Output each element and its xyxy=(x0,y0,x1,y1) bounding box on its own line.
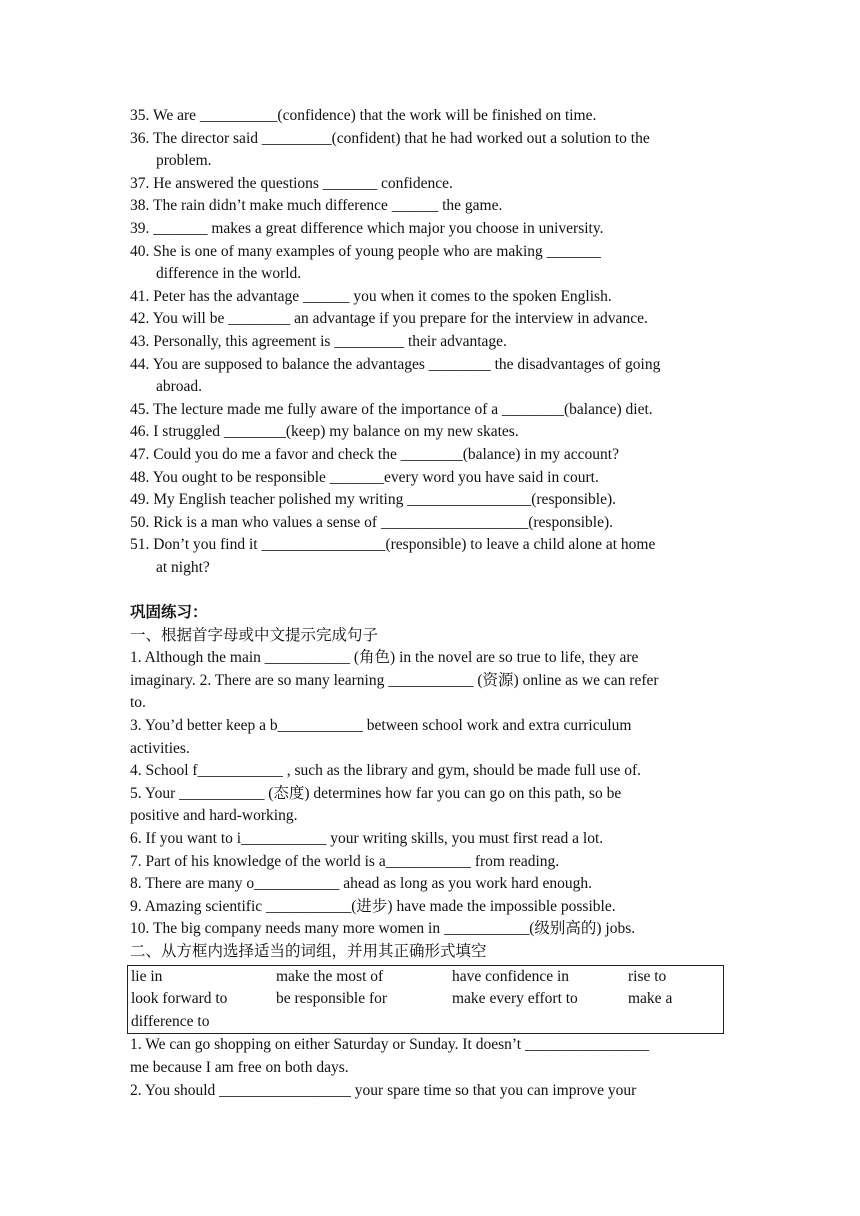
exercise-line: 1. Although the main ___________ (角色) in the novel are so true to life, they are xyxy=(130,649,639,667)
phrase-item: rise to xyxy=(628,967,667,985)
exercise-line: positive and hard-working. xyxy=(130,807,298,825)
phrase-box xyxy=(127,965,724,1035)
question-text: _______ makes a great difference which major you choose in university. xyxy=(153,219,604,237)
phrase-box-row xyxy=(131,1011,723,1034)
document-page xyxy=(130,105,730,1102)
exercise-line: 5. Your ___________ (态度) determines how far you can go on this path, so be xyxy=(130,784,622,802)
exercise-line: to. xyxy=(130,694,146,712)
question-line xyxy=(130,105,730,128)
question-line xyxy=(130,354,730,377)
question-number: 44. xyxy=(130,355,150,373)
question-number: 47. xyxy=(130,445,150,463)
question-number: 46. xyxy=(130,423,150,441)
question-text: The director said _________(confident) that he had worked out a solution to the xyxy=(152,129,650,147)
phrase-item: make a xyxy=(628,990,673,1008)
question-line xyxy=(130,241,730,264)
question-text: The rain didn’t make much difference ______ the game. xyxy=(152,197,503,215)
question-number: 42. xyxy=(130,310,150,328)
phrase-box-row xyxy=(131,966,723,989)
question-text: problem. xyxy=(156,152,212,170)
question-text: Peter has the advantage ______ you when it comes to the spoken English. xyxy=(153,287,612,305)
question-line xyxy=(130,150,730,173)
question-list xyxy=(130,105,730,579)
question-line xyxy=(130,286,730,309)
phrase-item: have confidence in xyxy=(452,967,570,985)
part1-title: 一、根据首字母或中文提示完成句子 xyxy=(130,626,379,644)
question-line xyxy=(130,421,730,444)
phrase-item xyxy=(452,1011,628,1034)
question-line xyxy=(130,331,730,354)
question-line xyxy=(130,128,730,151)
spacer xyxy=(130,579,730,602)
part2-list xyxy=(130,1034,730,1102)
part2-title: 二、从方框内选择适当的词组，并用其正确形式填空 xyxy=(130,942,487,960)
question-line xyxy=(130,376,730,399)
exercise-line: 4. School f___________ , such as the library and gym, should be made full use of. xyxy=(130,762,641,780)
question-number: 36. xyxy=(130,129,150,147)
exercise-line: 9. Amazing scientific ___________(进步) have made the impossible possible. xyxy=(130,897,616,915)
question-number: 49. xyxy=(130,491,150,509)
question-text: You are supposed to balance the advantages ________ the disadvantages of going xyxy=(152,355,661,373)
question-text: Could you do me a favor and check the ________(balance) in my account? xyxy=(153,445,619,463)
question-number: 43. xyxy=(130,332,150,350)
question-line xyxy=(130,308,730,331)
question-text: The lecture made me fully aware of the importance of a ________(balance) diet. xyxy=(152,400,653,418)
exercise-line: 3. You’d better keep a b___________ between school work and extra curriculum xyxy=(130,717,632,735)
phrase-item: look forward to xyxy=(131,990,228,1008)
question-text: difference in the world. xyxy=(156,265,302,283)
exercise-line: me because I am free on both days. xyxy=(130,1058,349,1076)
question-line xyxy=(130,173,730,196)
exercise-line: imaginary. 2. There are so many learning ___________ (资源) online as we can refer xyxy=(130,671,659,689)
phrase-box-row xyxy=(131,988,723,1011)
exercise-line: 8. There are many o___________ ahead as long as you work hard enough. xyxy=(130,875,593,893)
phrase-item: make the most of xyxy=(276,967,384,985)
question-number: 39. xyxy=(130,219,150,237)
phrase-item: be responsible for xyxy=(276,990,388,1008)
question-number: 37. xyxy=(130,174,150,192)
part1-list xyxy=(130,647,730,941)
phrase-item xyxy=(628,1011,718,1034)
question-line xyxy=(130,489,730,512)
question-text: She is one of many examples of young people who are making _______ xyxy=(153,242,601,260)
question-line xyxy=(130,557,730,580)
exercise-line: 6. If you want to i___________ your writing skills, you must first read a lot. xyxy=(130,830,604,847)
question-number: 50. xyxy=(130,513,150,531)
question-line xyxy=(130,467,730,490)
exercise-line: 7. Part of his knowledge of the world is a___________ from reading. xyxy=(130,852,560,870)
question-line xyxy=(130,263,730,286)
exercise-line: 10. The big company needs many more women in ___________(级别高的) jobs. xyxy=(130,920,636,938)
exercise-line: activities. xyxy=(130,739,190,757)
question-text: You will be ________ an advantage if you prepare for the interview in advance. xyxy=(152,310,648,328)
question-text: I struggled ________(keep) my balance on my new skates. xyxy=(153,423,519,441)
question-text: Don’t you find it ________________(responsible) to leave a child alone at home xyxy=(153,536,656,554)
question-number: 48. xyxy=(130,468,150,486)
question-line xyxy=(130,534,730,557)
question-number: 40. xyxy=(130,242,150,260)
phrase-item: make every effort to xyxy=(452,990,578,1008)
question-line xyxy=(130,218,730,241)
exercise-line: 1. We can go shopping on either Saturday or Sunday. It doesn’t ________________ xyxy=(130,1036,649,1054)
question-text: We are __________(confidence) that the work will be finished on time. xyxy=(152,107,597,124)
question-line xyxy=(130,399,730,422)
question-number: 38. xyxy=(130,197,150,215)
question-text: at night? xyxy=(156,558,210,576)
phrase-item: difference to xyxy=(131,1012,210,1030)
question-text: My English teacher polished my writing ________________(responsible). xyxy=(153,491,617,509)
question-number: 35. xyxy=(130,107,150,124)
phrase-item xyxy=(276,1011,452,1034)
section-title: 巩固练习： xyxy=(130,604,208,622)
question-line xyxy=(130,512,730,535)
question-number: 41. xyxy=(130,287,150,305)
question-text: You ought to be responsible _______every word you have said in court. xyxy=(152,468,599,486)
phrase-item: lie in xyxy=(131,967,163,985)
question-text: Rick is a man who values a sense of ___________________(responsible). xyxy=(153,513,614,531)
question-text: He answered the questions _______ confidence. xyxy=(153,174,453,192)
exercise-line: 2. You should _________________ your spare time so that you can improve your xyxy=(130,1081,637,1099)
question-line xyxy=(130,195,730,218)
question-line xyxy=(130,444,730,467)
question-text: Personally, this agreement is _________ their advantage. xyxy=(153,332,507,350)
question-number: 45. xyxy=(130,400,150,418)
question-number: 51. xyxy=(130,536,150,554)
question-text: abroad. xyxy=(156,378,203,396)
